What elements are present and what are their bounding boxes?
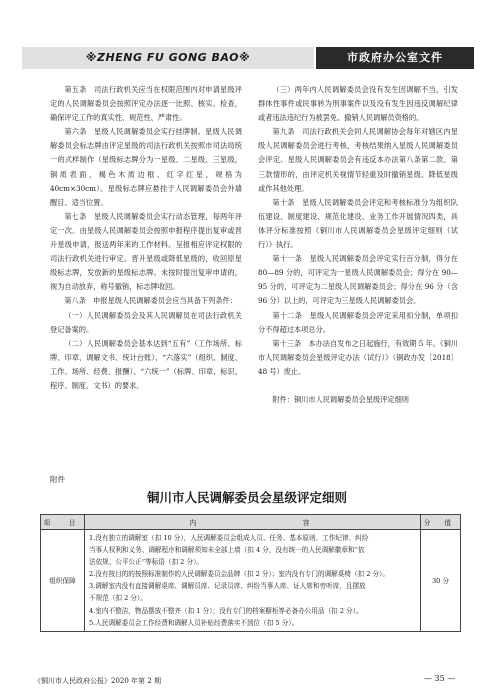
table-header-score: 分 值 bbox=[421, 515, 461, 530]
table-header-row bbox=[41, 515, 461, 530]
journal-header: ※ZHENG FU GONG BAO※ bbox=[22, 47, 314, 69]
paragraph: 第五条 司法行政机关应当在权限范围内对申请星级评定的人民调解委员会按照评定办法逐一比照、核实、检查，确保评定工作的真实性、规范性、严肃性。 bbox=[50, 85, 242, 123]
paragraph: 第七条 星级人民调解委员会实行动态管理，每两年评定一次。由星级人民调解委员会按照申报程序提出复审或晋升星级申请，报送两年来的工作材料。呈报相应评定权限的司法行政机关进行审定。晋升星级或降低星级的，收回原星级标志牌，发放新的星级标志牌。未按时提出复审申请的，视为自动放弃，称号撤销，标志牌收回。 bbox=[50, 211, 242, 292]
footer-publication: 《铜川市人民政府公报》2020 年第 2 期 bbox=[34, 677, 161, 685]
appendix-title: 铜川市人民调解委员会星级评定细则 bbox=[146, 490, 347, 505]
table-content-line: 当事人权利和义务、调解程序和调解须知未全部上墙（扣 4 分，没有统一的人民调解徽章和“依 bbox=[89, 546, 365, 555]
appendix-label: 附件 bbox=[50, 475, 65, 484]
table-row bbox=[41, 530, 461, 632]
table-cell-score: 30 分 bbox=[421, 530, 461, 632]
paragraph: （二）人民调解委员会基本达到“五有”（工作场所、标牌、印章、调解文书、统计台账）、“六落实”（组织、制度、工作、场所、经费、报酬）、“六统一”（标牌、印章、标识、程序、制度、文书）的要求。 bbox=[50, 338, 242, 390]
table-content-line: 5.人民调解委员会工作经费和调解人员补贴经费落实不到位（扣 5 分）。 bbox=[89, 618, 299, 627]
paragraph: 第十二条 星级人民调解委员会评定采用扣分制，单项扣分不得超过本项总分。 bbox=[258, 310, 458, 334]
section-header: 市政府办公室文件 bbox=[316, 47, 474, 69]
table-cell-item: 组织保障 bbox=[41, 530, 85, 632]
paragraph: （一）人民调解委员会及其人民调解员在司法行政机关登记备案的。 bbox=[50, 310, 242, 334]
table-header-content: 内 容 bbox=[85, 515, 421, 530]
paragraph: 第十三条 本办法自发布之日起施行，有效期 5 年。《铜川市人民调解委员会星级评定办法（试行）》（铜政办发〔2018〕48 号）废止。 bbox=[258, 338, 458, 376]
table-content-line: 4.室内不整洁，物品摆放不整齐（扣 1 分）；没有专门的档案橱柜等必备办公用品（扣 2 分）。 bbox=[89, 606, 363, 615]
paragraph: （三）两年内人民调解委员会没有发生因调解不当，引发群体性事件或民事转为刑事案件以及没有发生因违反调解纪律或者违法违纪行为被罢免、撤销人民调解员资格的。 bbox=[258, 85, 458, 123]
paragraph: 第十条 星级人民调解委员会评定和考核标准分为组织队伍建设、制度建设、规范化建设、业务工作开展情况四类，具体评分标准按照《铜川市人民调解委员会星级评定细则（试行）》执行。 bbox=[258, 197, 458, 250]
table-content-line: 1.没有独立的调解室（扣 10 分），人民调解委员会组成人员、任务、基本原则、工作纪律、纠纷 bbox=[89, 534, 369, 542]
table-content-line: 2.没有按目的的按照标准制作的人民调解委员会品牌（扣 2 分）；室内没有专门的调解桌椅（扣 2 分）。 bbox=[89, 570, 389, 579]
page-number: — 35 — bbox=[424, 674, 456, 683]
paragraph: 第九条 司法行政机关会同人民调解协会每年对辖区内星级人民调解委员会进行考核，考核结果纳入星级人民调解委员会评定。星级人民调解委员会有违反本办法第八条第二款、第三款情形的，由评定机关视情节轻重及时撤销星级、降低星级或作其他处理。 bbox=[258, 127, 458, 193]
table-content-line: 不规范（扣 2 分）。 bbox=[89, 594, 147, 603]
paragraph bbox=[258, 379, 458, 393]
table-header-item: 项 目 bbox=[41, 515, 85, 530]
left-column bbox=[50, 83, 242, 455]
paragraph: 第六条 星级人民调解委员会实行挂牌制。星级人民调解委员会标志牌由评定星级的司法行政机关按照市司法局统一的式样制作（星级标志牌分为一星级、二星级、三星级，铜质表面，褐色木质边框、红字红星，规格为 40cm×30cm）。星级标志牌应悬挂于人民调解委员会外墙醒目、适当位置。 bbox=[50, 127, 242, 207]
right-column bbox=[258, 83, 458, 455]
table-content-line: 法依规、公平公正”等标语（扣 2 分）。 bbox=[89, 558, 203, 567]
rating-table bbox=[40, 514, 461, 632]
table-content-line: 3.调解室内没有直接调解桌席、调解员席、记录员席、纠纷当事人席、证人席和旁听席，且摆放 bbox=[89, 582, 366, 591]
paragraph: 附件：铜川市人民调解委员会星级评定细则 bbox=[272, 395, 409, 405]
paragraph: 第十一条 星级人民调解委员会评定实行百分制，得分在 80—89 分的，可评定为一星级人民调解委员会；得分在 90—95 分的，可评定为二星级人民调解委员会；得分在 96 分（含 96 分）以上的，可评定为三星级人民调解委员会。 bbox=[258, 254, 458, 306]
paragraph: 第八条 申报星级人民调解委员会应当具备下列条件： bbox=[64, 296, 237, 306]
table-cell-content bbox=[85, 530, 421, 632]
